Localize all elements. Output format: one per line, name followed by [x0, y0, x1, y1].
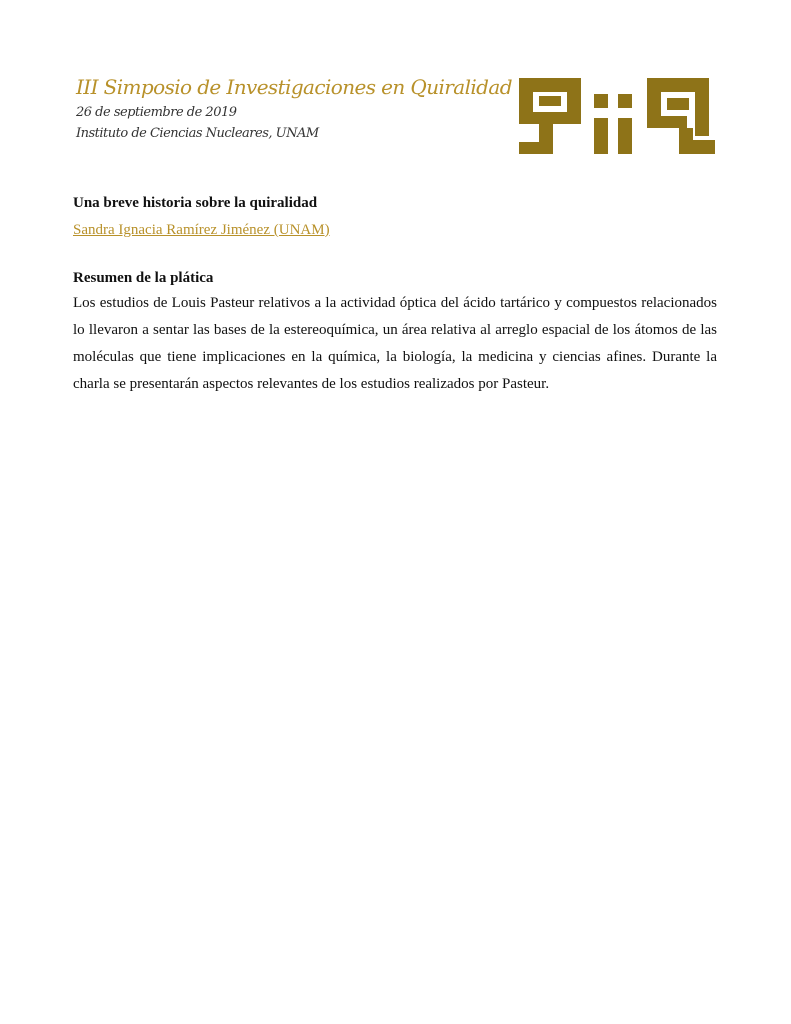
talk-title: Una breve historia sobre la quiralidad: [73, 195, 318, 211]
symposium-institution: Instituto de Ciencias Nucleares, UNAM: [76, 126, 319, 141]
symposium-header: [76, 72, 512, 144]
talk-content: [73, 192, 717, 398]
qiq-logo-icon: [519, 76, 715, 156]
symposium-title: III Simposio de Investigaciones en Quiralidad: [76, 75, 512, 99]
abstract-heading: Resumen de la plática: [73, 270, 214, 286]
symposium-date: 26 de septiembre de 2019: [76, 105, 237, 120]
abstract-body: Los estudios de Louis Pasteur relativos a la actividad óptica del ácido tartárico y compuestos relacionados lo llevaron a sentar las bases de la estereoquímica, un área relativa al arreglo espacial de los átomos de las moléculas que tiene implicaciones en la química, la biología, la medicina y ciencias afines. Durante la charla se presentarán aspectos relevantes de los estudios realizados por Pasteur.: [73, 295, 717, 392]
speaker-link[interactable]: Sandra Ignacia Ramírez Jiménez (UNAM): [73, 222, 330, 238]
